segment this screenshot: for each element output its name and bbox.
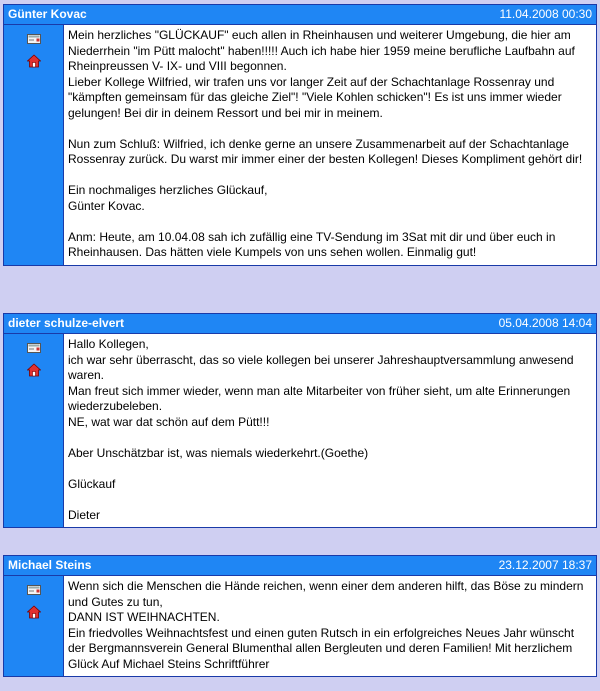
entry-author: dieter schulze-elvert xyxy=(8,316,125,330)
entry-icons xyxy=(4,334,64,527)
mail-icon[interactable] xyxy=(27,32,41,46)
mail-icon[interactable] xyxy=(27,583,41,597)
guestbook-entry xyxy=(3,555,597,677)
entry-date: 23.12.2007 18:37 xyxy=(498,558,592,572)
entry-author: Günter Kovac xyxy=(8,7,87,21)
entry-message: Mein herzliches "GLÜCKAUF" euch allen in Rheinhausen und weiterer Umgebung, die hier am Niederrhein "im Pütt malocht" haben!!!!! Auch ich habe hier 1959 meine berufliche Laufbahn auf Rheinpreussen V- IX- und VIII begonnen. Lieber Kollege Wilfried, wir trafen uns vor langer Zeit auf der Schachtanlage Rossenray und "kämpften gemeinsam für das gleiche Ziel"! "Viele Kohlen schicken"! Es ist uns immer wieder gelungen! Bei dir in deinem Ressort und bei mir in meinem. Nun zum Schluß: Wilfried, ich denke gerne an unsere Zusammenarbeit auf der Schachtanlage Rossenray zurück. Du warst mir immer einer der besten Kollegen! Dieses Kompliment gehört dir! Ein nochmaliges herzliches Glückauf, Günter Kovac. Anm: Heute, am 10.04.08 sah ich zufällig eine TV-Sendung im 3Sat mit dir und über euch in Rheinhausen. Das hätten viele Kumpels von uns sehen wollen. Einmalig gut! xyxy=(68,28,583,259)
entry-header xyxy=(4,5,596,25)
entry-author: Michael Steins xyxy=(8,558,92,572)
mail-icon[interactable] xyxy=(27,341,41,355)
entry-message: Hallo Kollegen, ich war sehr überrascht, das so viele kollegen bei unserer Jahreshauptversammlung anwesend waren. Man freut sich immer wieder, wenn man alte Mitarbeiter von früher sieht, um alte Erinnerungen wiederzubeleben. NE, wat war dat schön auf dem Pütt!!! Aber Unschätzbar ist, was niemals wiederkehrt.(Goethe) Glückauf Dieter xyxy=(68,337,574,522)
guestbook-entry xyxy=(3,313,597,528)
entry-icons xyxy=(4,576,64,676)
entry-header xyxy=(4,314,596,334)
guestbook-entry xyxy=(3,4,597,266)
home-icon[interactable] xyxy=(27,54,41,68)
entry-header xyxy=(4,556,596,576)
entry-message: Wenn sich die Menschen die Hände reichen, wenn einer dem anderen hilft, das Böse zu mindern und Gutes zu tun, DANN IST WEIHNACHTEN. Ein friedvolles Weihnachtsfest und einen guten Rutsch in ein erfolgreiches Neues Jahr wünscht der Bergmannsverein General Blumenthal allen Bergleuten und deren Familien! Mit herzlichem Glück Auf Michael Steins Schriftführer xyxy=(68,579,584,671)
entry-icons xyxy=(4,25,64,265)
home-icon[interactable] xyxy=(27,363,41,377)
entry-date: 05.04.2008 14:04 xyxy=(498,316,592,330)
home-icon[interactable] xyxy=(27,605,41,619)
entry-date: 11.04.2008 00:30 xyxy=(499,7,592,21)
